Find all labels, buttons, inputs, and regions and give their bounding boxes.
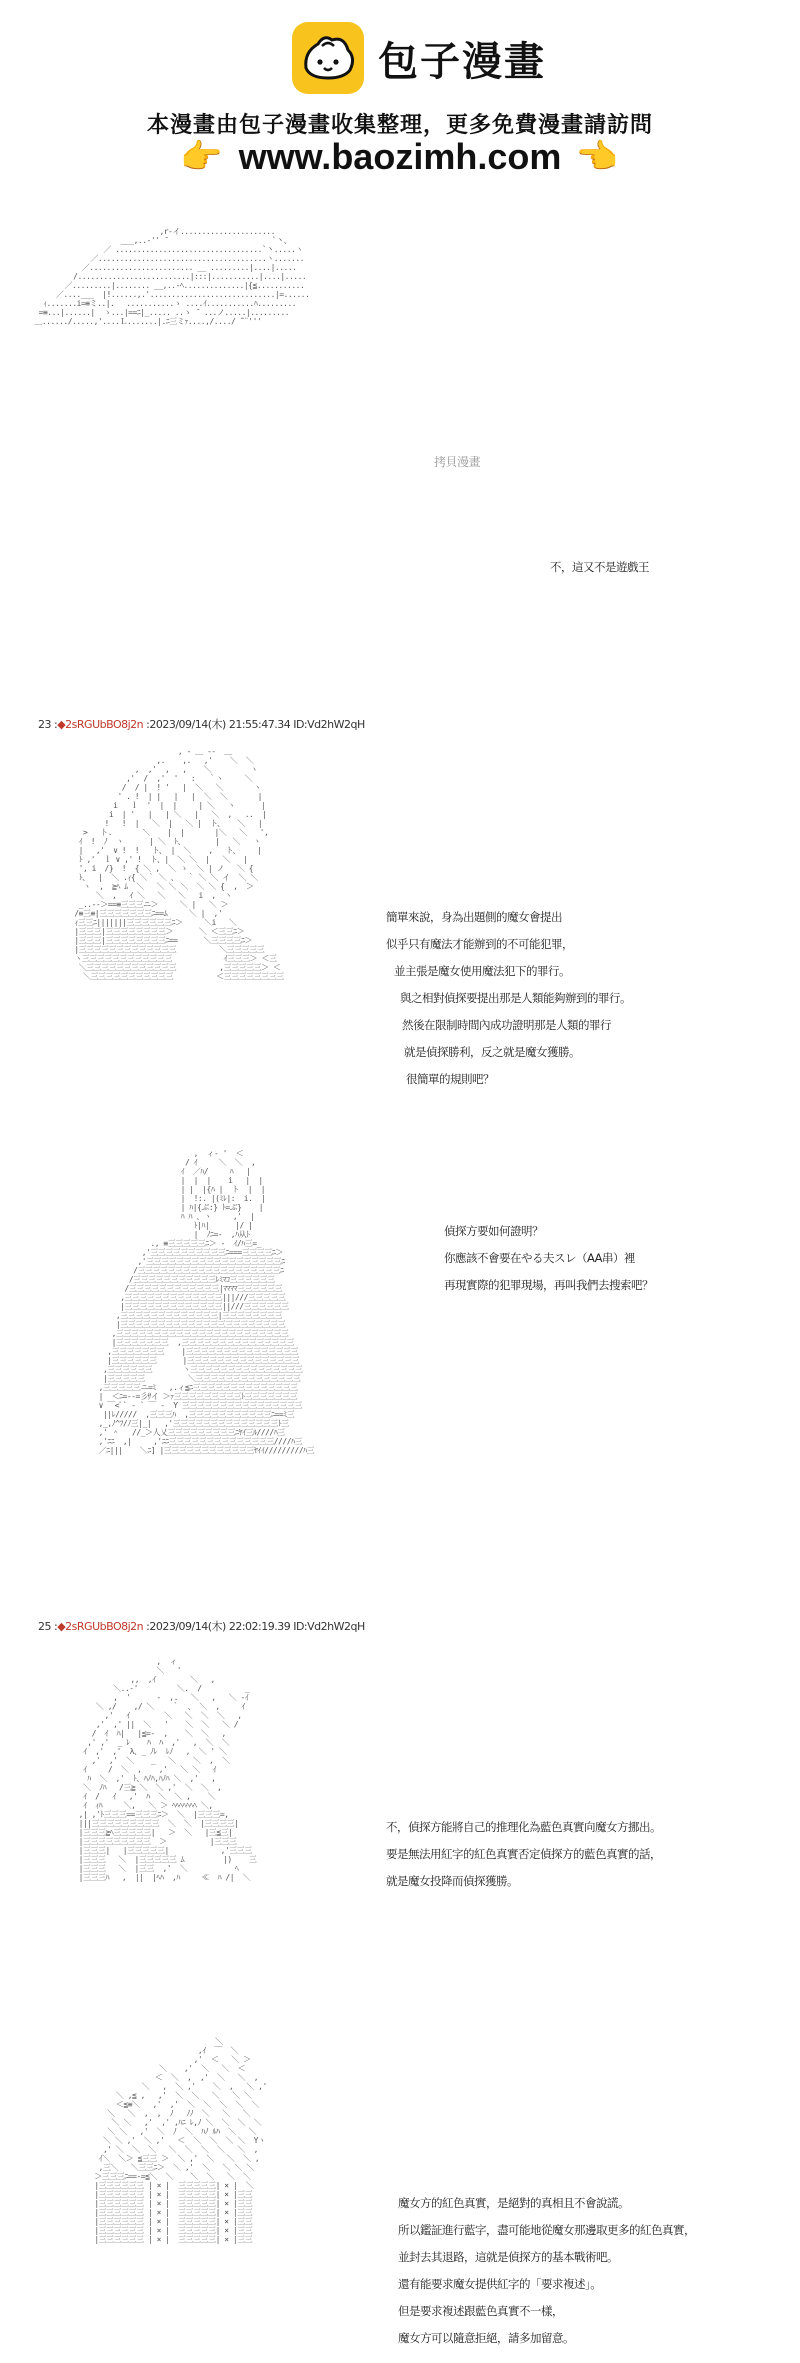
site-url-row <box>0 136 800 178</box>
dialogue-line: 簡單來說，身為出題側的魔女會提出 <box>386 910 562 924</box>
dialogue-line: 似乎只有魔法才能辦到的不可能犯罪， <box>386 937 573 951</box>
dialogue-line: 並主張是魔女使用魔法犯下的罪行。 <box>394 964 570 978</box>
dialogue-2 <box>386 904 631 1093</box>
dialogue-line: 與之相對偵探要提出那是人類能夠辦到的罪行。 <box>400 991 631 1005</box>
dialogue-line: 但是要求複述跟藍色真實不一樣， <box>398 2304 563 2318</box>
trip-diamond-icon: ◆ <box>57 1620 66 1633</box>
site-url-link[interactable]: www.baozimh.com <box>238 136 562 177</box>
dialogue-line: 並封去其退路，這就是偵探方的基本戰術吧。 <box>398 2250 618 2264</box>
post-number: 23 : <box>38 718 58 731</box>
dialogue-line: 魔女方可以隨意拒絕，請多加留意。 <box>398 2331 574 2345</box>
post-tripcode[interactable]: 2sRGUbBO8j2n <box>65 1620 144 1633</box>
dialogue-1 <box>550 554 649 581</box>
dialogue-line: 不，這又不是遊戲王 <box>550 560 649 574</box>
dialogue-line: 偵探方要如何證明？ <box>444 1224 543 1238</box>
post-meta: :2023/09/14(木) 21:55:47.34 ID:Vd2hW2qH <box>143 718 365 731</box>
ascii-art-panel-3: , ィ- ' ＜ / ｲ ＼ ＼ , ｲ ／ﾊ/ ﾊ | | | | i | | | | |{ﾊ | ト | | | !:. |(ﾐﾚ|: i. | | ﾊ|{ぶ:} ﾄ=ぶ} | ﾊ ﾊ 、ヽ ,' | ﾄ|ﾊ| |/ | | ﾉﾆ=- ,ﾊ从ﾄ ., ≡三三三三三ﾆ＞ - ｲ/ﾊ三=_ ,'三三三三三三三三三三ﾆ===三三三三ﾆ＞ ,'三三三三三三三三三三三三三三三三三三ﾆ /三三三三三三三三三三三三三三三三三三三ﾆ /三三三三三三三三三三三ﾚﾐﾏｺ三三三三三三 /三三三三三三三三三三三三|ﾏﾏﾏﾏ三三三三三三 ,三三三三三三三三三三三三三|||///三三三三三 |三三三三三三三三三三三三三||///三三三三三三 ,三三三三三三三三三三三三三|三三三三三三三三 |三三三三三三三三三三三三三三三三三三三三三三 ,三三三三三三三三三三三三三三三三三三三三三三三 |三三三三三三三 ,三三三三三三三三三三三三三三三 ,三三三三三三三 |三三三三三三三三三三三三三三三 |三三三三三三 |三三三三三三三三三三三三三三三 ,三三三三三三 ヽ三三三三三三三三三三三三三三三 |三三三三三 ＼三三三三三三三三三三三三三三 ,三三三三三ニ=ﾐ ,.ィ≦ﾆ三三三三三三三三三三三三三三 | ＜ﾆ=-‐=彡ｻイ ＞ｧ三三三三三三三三三ﾄ三三三三三三三 ∨ ￣<ﾟ` - ` ￣ ‐ Y 三三三三三三三三三三三三三三三三 ||ﾚ///// ,三三三ﾊ ,三三三三三三三三三三三ﾆ==ﾐ三 ,_,ﾉ^ﾌ/ﾉ三|_| ,'三三三三三三三三三三三三三三ﾄ三 ,' ＾ //_＞人乂三三三三三三三三三ﾆﾔｲ三ﾙ////ﾊ三 ,'ﾆﾆ ,| ,'ﾆﾆ三三三三三三三三三三三三三三////ﾊ三 ／ﾆ||| ＼ﾆ] |三三三三三三三三三三三三ﾔｲｲ/////////ﾊ三 <box>98 1149 315 1455</box>
post-header-23 <box>38 720 365 729</box>
dialogue-line: 就是偵探勝利，反之就是魔女獲勝。 <box>404 1045 580 1059</box>
dialogue-line: 要是無法用紅字的紅色真實否定偵探方的藍色真實的話， <box>386 1847 661 1861</box>
post-number: 25 : <box>38 1620 58 1633</box>
trip-diamond-icon: ◆ <box>57 718 66 731</box>
pointing-hand-right-icon: 👉 <box>180 137 223 177</box>
dialogue-4 <box>386 1814 661 1895</box>
pointing-hand-left-icon: 👉 <box>577 137 620 177</box>
dialogue-line: 魔女方的紅色真實，是絕對的真相且不會說謊。 <box>398 2196 629 2210</box>
dialogue-line: 不，偵探方能將自己的推理化為藍色真實向魔女方挪出。 <box>386 1820 661 1834</box>
post-tripcode[interactable]: 2sRGUbBO8j2n <box>65 718 144 731</box>
ascii-art-panel-5: ＼ ,ｲ ￣ ＼ ,' ＜ ＼ ＞ ＼ ,' ＼ ＼ ＜ ＜ ＼ , ,' ＼ ＼ , ＼ , ＼ ,' ＼ , ＼ ,' ＼ ,≦ , ,' ＼ ＼ ＼ ＼ ＼ ＜≦≡＼ ,' ,' ＼ ＼ ＼ ＼ ＼ ＼ ＼ , , ﾉ ﾉﾉ ＼ ＼ ＼ ＼ ＼ ,' ,' ,ﾊﾆ ﾚ,ﾉ ＼ ＼ ＼ ＼ ＼ ＼ ,' ＼ ﾉ ＼ ﾊﾉ ﾙﾊ ＼ ＼ ＼ ＼ ,' ＼ ,' ＜ ＼ ＼ ＼ ＼ Yヽ ,' ＼ ＼ ＼ ＼ ＼ ＼ ＼ ＼ , ｲ＼ ＼＞ ≦三三 ＞ ＼ ,' ＼ ＼ ＼ , ,三＼ ＼三三ﾆ＞ ＼ ,' ＼ ＼ ＼ ＼ ＞三三三ﾆ==‐=≦＼ ＼ ＼ ＼ ＼ ＼ |三三三三三三 | × | 三三三三三| × | ＼ |三三三三三三 | × | 三三三三三| × |三三 |三三三三三三 | × | 三三三三三| × |三三 |三三三三三三 | × | 三三三三三| × |三三 |三三三三三三 | × | 三三三三三| × |三三 |三三三三三三 | × | 三三三三三| × |三三 |三三三三三三 | × | 三三三三三| × |三三 <box>94 2037 267 2244</box>
dialogue-3 <box>444 1218 653 1299</box>
logo[interactable] <box>292 20 546 96</box>
dialogue-line: 然後在限制時間內成功證明那是人類的罪行 <box>402 1018 611 1032</box>
logo-text: 包子漫畫 <box>378 38 546 85</box>
post-meta: :2023/09/14(木) 22:02:19.39 ID:Vd2hW2qH <box>143 1620 365 1633</box>
ascii-art-panel-4: , ィ ＼ ' ,, ,ｲ ＼ , ＼..-' ＼. / _ , ' ‐ ,. ＼ , ＼ -ｲ ＼ ,/ ,/ ＼ ｀ 、 ＼ , ｲ ,' ｲ ＼ ＼ ＼ ＼ , ,' ,' || ＼ ' ＼ ＼ ＼ / / ｲ ﾊ| |≦=- , ＼ ＼ , ,' ,' _ ﾚ ﾊ ﾊ ,' , ＼ ＼ ｲ ,' ,' λ、_ ﾉﾚ ﾚﾉ , ＼ ' ＼ ,' ,' ＼ _ ＼ ＼ , ＼ ｲ / ＼ , ,' ＼ ＼ ｲ ﾊ ＼ ,' ﾄ、ﾊﾉﾊ,ﾊﾉﾊ ＼ ,' , ＼ ﾉﾊ /三≧ ＼ ＼ ,' ＼ ＼ , ｲ / ｲ ,' ﾊ ＼ ＼ , ＼ ｲ ｨﾊ ＼, ＼ ＞ ﾍﾍﾍﾍﾍﾍﾍ ＼, ,| ,'ﾄ三三三==三三三ﾆ＞ ＼ |三三三=, |||三三三三三三三三三 ＼ ＼ |三三三三| |三三三≧ﾍ三三三三三| ＞ ＼ |三≦三| |三三三三三三三三三 ＞ |三三三 |三三三| |三三三三三| ,'三三三 |三三三 ＼ |三三三三三 ﾑ |) 三 |三三三 ＼ |三三 ,' ＼ ﾍ |三三三ﾊ , || |ﾍﾊ ,ﾊ ≪ ﾊ /| ＼ <box>78 1657 257 1882</box>
dialogue-line: 再現實際的犯罪現場，再叫我們去搜索吧？ <box>444 1278 653 1292</box>
dialogue-line: 所以鑑証進行藍字，盡可能地從魔女那邊取更多的紅色真實， <box>398 2223 695 2237</box>
dialogue-line: 你應該不會要在やる夫スレ（AA串）裡 <box>444 1251 636 1265</box>
post-header-25 <box>38 1622 365 1631</box>
ascii-art-panel-1: ,r-イ...................... ___,..-'' ̄ `丶、 ／ ..................................`丶.....ヽ ／.......................................ヽ....... ／........................ __ .........|....|..... /..........................|:::|...........|....|..... ／.........|........ __,..-ﾍ..............|{≦........... ／....___ |!......,.'.............................|=...... ｨ.......i=≡ミ..|. ...........ゝ ....ｲ...........ﾊ......... =≡...|......| ゝ...|==ﾆ|_..... ..ゝ ̄ ...ノ.....|......... ＿....../.....,'....Ｌ.......|.ﾆ三ミｧ....,/..../ ̄¨¨''' 不，這又不是遊戲王 23 :◆2sRGUbBO8j2n :2023/09/14(木) 21:55:47.34 ID:Vd2hW2qH , - ＿ -‐ ＿ ,. ,. ,' ＼ ＼ , ,' , , ＼ ヽ ,' / ,' ' : ｀ヽ ＼ / / | ! ' | ＼ ＼ ヽ ' . ! | | | | ＼ ＼ | i ｌ ' | | | ＼ ヽ | i | ' | | ＼ | ＼ , .. | ! ! | ＼ | ＼ | ト、 ＼ | > ト. ＼ | | |＼ ＼ ', ｲ ! ﾉ ヽ | ＼ ﾄ、 | ＼ ヽ | ,' ∨ ! ! ト、 | ＼ , ト、 | ﾄ ,' ｌ ∨ ,' ! ト、| ＼ ＼ | ＼ | ', i /} ! { ＼ , ＼ ゝ ＼ | ノ ＼ { ﾄ、 | ＼ .ｨ{ ＼｀ ＼ 、 ｀ ＼ ＼ イ ＼ ＼ ヽ , ≧ﾍ ﾑ ＼ ＼ ＼ ＼ ＼ ＼ { , ＞ ＼ , ｲ ＼ ＼ ＼ i , ヽ _..-‐＞==≡三三三ニ＞ ＼ | ＼ ＞ /≡三≡|三三三三三三三ﾆ==ﾑ ＼ | ,' ｨ三三ﾆ|||||||三三三三三三ﾆ＞ ＼i ＼ |三三三|三三三三三三三三＞ ＼ ＜三三ﾆ＞ |三三三|三三三三三三三三ﾆ== ＼三三三三ﾆ＞ |三三三三三三三三三三三三三 ＼三三三三三 ヽ三三三三三三三三三三三三 ｲ三三三＞ ＜三 ＼三三三三三三三三三三三三 ,三三三三三＞ ＜ ＼三三三三三三三三三三三 ＜三三三三三三三三 簡單來說，身為出題側的魔女會提出 似乎只有魔法才能辦到的不可能犯罪， 並主張是魔女使用魔法犯下的罪行。 與之相對偵探要提出那是人類能夠辦到的罪行。 然後在限制時間內成功證明那是人類的罪行 就是偵探勝利，反之就是魔女獲勝。 很簡單的規則吧？ , ィ- ' ＜ / ｲ ＼ ＼ , ｲ ／ﾊ/ ﾊ | | | | i | | | | |{ﾊ | ト | | | !:. |(ﾐﾚ|: i. | | ﾊ|{ぶ:} ﾄ=ぶ} | ﾊ ﾊ 、ヽ ,' | ﾄ|ﾊ| |/ | | ﾉﾆ=- ,ﾊ从ﾄ ., ≡三三三三三ﾆ＞ - ｲ/ﾊ三=_ ,'三三三三三三三三三三ﾆ===三三三三ﾆ＞ ,'三三三三三三三三三三三三三三三三三三ﾆ /三三三三三三三三三三三三三三三三三三三ﾆ /三三三三三三三三三三三ﾚﾐﾏｺ三三三三三三 /三三三三三三三三三三三三|ﾏﾏﾏﾏ三三三三三三 ,三三三三三三三三三三三三三|||///三三三三三 |三三三三三三三三三三三三三||///三三三三三三 ,三三三三三三三三三三三三三|三三三三三三三三 |三三三三三三三三三三三三三三三三三三三三三三 ,三三三三三三三三三三三三三三三三三三三三三三三 |三三三三三三三 ,三三三三三三三三三三三三三三三 ,三三三三三三三 |三三三三三三三三三三三三三三三 |三三三三三三 |三三三三三三三三三三三三三三三 ,三三三三三三 ヽ三三三三三三三三三三三三三三三 |三三三三三 ＼三三三三三三三三三三三三三三 ,三三三三三ニ=ﾐ ,.ィ≦ﾆ三三三三三三三三三三三三三三 | ＜ﾆ=-‐=彡ｻイ ＞ｧ三三三三三三三三三ﾄ三三三三三三三 ∨ ￣<ﾟ` - ` ￣ ‐ Y 三三三三三三三三三三三三三三三三 ||ﾚ///// ,三三三ﾊ ,三三三三三三三三三三三ﾆ==ﾐ三 ,_,ﾉ^ﾌ/ﾉ三|_| ,'三三三三三三三三三三三三三三ﾄ三 ,' ＾ //_＞人乂三三三三三三三三三ﾆﾔｲ三ﾙ////ﾊ三 ,'ﾆﾆ ,| ,'ﾆﾆ三三三三三三三三三三三三三三////ﾊ三 ／ﾆ||| ＼ﾆ] |三三三三三三三三三三三三ﾔｲｲ/////////ﾊ三 偵探方要如何證明？ 你應該不會要在やる夫スレ（AA串）裡 再現實際的犯罪現場，再叫我們去搜索吧？ 25 :◆2sRGUbBO8j2n :2023/09/14(木) 22:02:19.39 ID:Vd2hW2qH , ィ ＼ ' ,, ,ｲ ＼ , ＼..-' ＼. / _ , ' ‐ ,. ＼ , ＼ -ｲ ＼ ,/ ,/ ＼ ｀ 、 ＼ , ｲ ,' ｲ ＼ ＼ ＼ ＼ , ,' ,' || ＼ ' ＼ ＼ ＼ / / ｲ ﾊ| |≦=- , ＼ ＼ , ,' ,' _ ﾚ ﾊ ﾊ ,' , ＼ ＼ ｲ ,' ,' λ、_ ﾉﾚ ﾚﾉ , ＼ ' ＼ ,' ,' ＼ _ ＼ ＼ , ＼ ｲ / ＼ , ,' ＼ ＼ ｲ ﾊ ＼ ,' ﾄ、ﾊﾉﾊ,ﾊﾉﾊ ＼ ,' , ＼ ﾉﾊ /三≧ ＼ ＼ ,' ＼ ＼ , ｲ / ｲ ,' ﾊ ＼ ＼ , ＼ ｲ ｨﾊ ＼, ＼ ＞ ﾍﾍﾍﾍﾍﾍﾍ ＼, ,| ,'ﾄ三三三==三三三ﾆ＞ ＼ |三三三=, |||三三三三三三三三三 ＼ ＼ |三三三三| |三三三≧ﾍ三三三三三| ＞ ＼ |三≦三| |三三三三三三三三三 ＞ |三三三 |三三三| |三三三三三| ,'三三三 |三三三 ＼ |三三三三三 ﾑ |) 三 |三三三 ＼ |三三 ,' ＼ ﾍ |三三三ﾊ , || |ﾍﾊ ,ﾊ ≪ ﾊ /| ＼ 不，偵探方能將自己的推理化為藍色真實向魔女方挪出。 要是無法用紅字的紅色真實否定偵探方的藍色真實的話， 就是魔女投降而偵探獲勝。 ＼ ,ｲ ￣ ＼ ,' ＜ ＼ ＞ ＼ ,' ＼ ＼ ＜ ＜ ＼ , ,' ＼ ＼ , ＼ , ＼ ,' ＼ , ＼ ,' ＼ ,≦ , ,' ＼ ＼ ＼ ＼ ＼ ＜≦≡＼ ,' ,' ＼ ＼ ＼ ＼ ＼ ＼ ＼ , , ﾉ ﾉﾉ ＼ ＼ ＼ ＼ ＼ ,' ,' ,ﾊﾆ ﾚ,ﾉ ＼ ＼ ＼ ＼ ＼ ＼ ,' ＼ ﾉ ＼ ﾊﾉ ﾙﾊ ＼ ＼ ＼ ＼ ,' ＼ ,' ＜ ＼ ＼ ＼ ＼ Yヽ ,' ＼ ＼ ＼ ＼ ＼ ＼ ＼ ＼ , ｲ＼ ＼＞ ≦三三 ＞ ＼ ,' ＼ ＼ ＼ , ,三＼ ＼三三ﾆ＞ ＼ ,' ＼ ＼ ＼ ＼ ＞三三三ﾆ==‐=≦＼ ＼ ＼ ＼ ＼ ＼ |三三三三三三 | × | 三三三三三| × | ＼ |三三三三三三 | × | 三三三三三| × |三三 |三三三三三三 | × | 三三三三三| × |三三 |三三三三三三 | × | 三三三三三| × |三三 |三三三三三三 | × | 三三三三三| × |三三 |三三三三三三 | × | 三三三三三| × |三三 |三三三三三三 | × | 三三三三三| × |三三 魔女方的紅色真實，是絕對的真相且不會說謊。 所以鑑証進行藍字，盡可能地從魔女那邊取更多的紅色真實， 並封去其退路，這就是偵探方的基本戰術吧。 還有能要求魔女提供紅字的「要求複述」。 但是要求複述跟藍色真實不一樣， 魔女方可以隨意拒絕，請多加留意。 拷貝漫畫 <box>30 218 490 473</box>
dialogue-line: 還有能要求魔女提供紅字的「要求複述」。 <box>398 2277 602 2291</box>
dialogue-line: 就是魔女投降而偵探獲勝。 <box>386 1874 518 1888</box>
dialogue-5 <box>398 2190 695 2352</box>
ascii-art-panel-2: , - ＿ -‐ ＿ ,. ,. ,' ＼ ＼ , ,' , , ＼ ヽ ,' / ,' ' : ｀ヽ ＼ / / | ! ' | ＼ ＼ ヽ ' . ! | | | | ＼ ＼ | i ｌ ' | | | ＼ ヽ | i | ' | | ＼ | ＼ , .. | ! ! | ＼ | ＼ | ト、 ＼ | > ト. ＼ | | |＼ ＼ ', ｲ ! ﾉ ヽ | ＼ ﾄ、 | ＼ ヽ | ,' ∨ ! ! ト、 | ＼ , ト、 | ﾄ ,' ｌ ∨ ,' ! ト、| ＼ ＼ | ＼ | ', i /} ! { ＼ , ＼ ゝ ＼ | ノ ＼ { ﾄ、 | ＼ .ｨ{ ＼｀ ＼ 、 ｀ ＼ ＼ イ ＼ ＼ ヽ , ≧ﾍ ﾑ ＼ ＼ ＼ ＼ ＼ ＼ { , ＞ ＼ , ｲ ＼ ＼ ＼ i , ヽ _..-‐＞==≡三三三ニ＞ ＼ | ＼ ＞ /≡三≡|三三三三三三三ﾆ==ﾑ ＼ | ,' ｨ三三ﾆ|||||||三三三三三三ﾆ＞ ＼i ＼ |三三三|三三三三三三三三＞ ＼ ＜三三ﾆ＞ |三三三|三三三三三三三三ﾆ== ＼三三三三ﾆ＞ |三三三三三三三三三三三三三 ＼三三三三三 ヽ三三三三三三三三三三三三 ｲ三三三＞ ＜三 ＼三三三三三三三三三三三三 ,三三三三三＞ ＜ ＼三三三三三三三三三三三 ＜三三三三三三三三 <box>74 747 284 981</box>
dialogue-line: 很簡單的規則吧？ <box>406 1072 494 1086</box>
site-banner <box>0 0 800 190</box>
site-tagline: 本漫畫由包子漫畫收集整理，更多免費漫畫請訪問 <box>146 113 653 138</box>
corner-watermark: 拷貝漫畫 <box>433 455 480 469</box>
bun-logo-icon <box>292 22 364 94</box>
